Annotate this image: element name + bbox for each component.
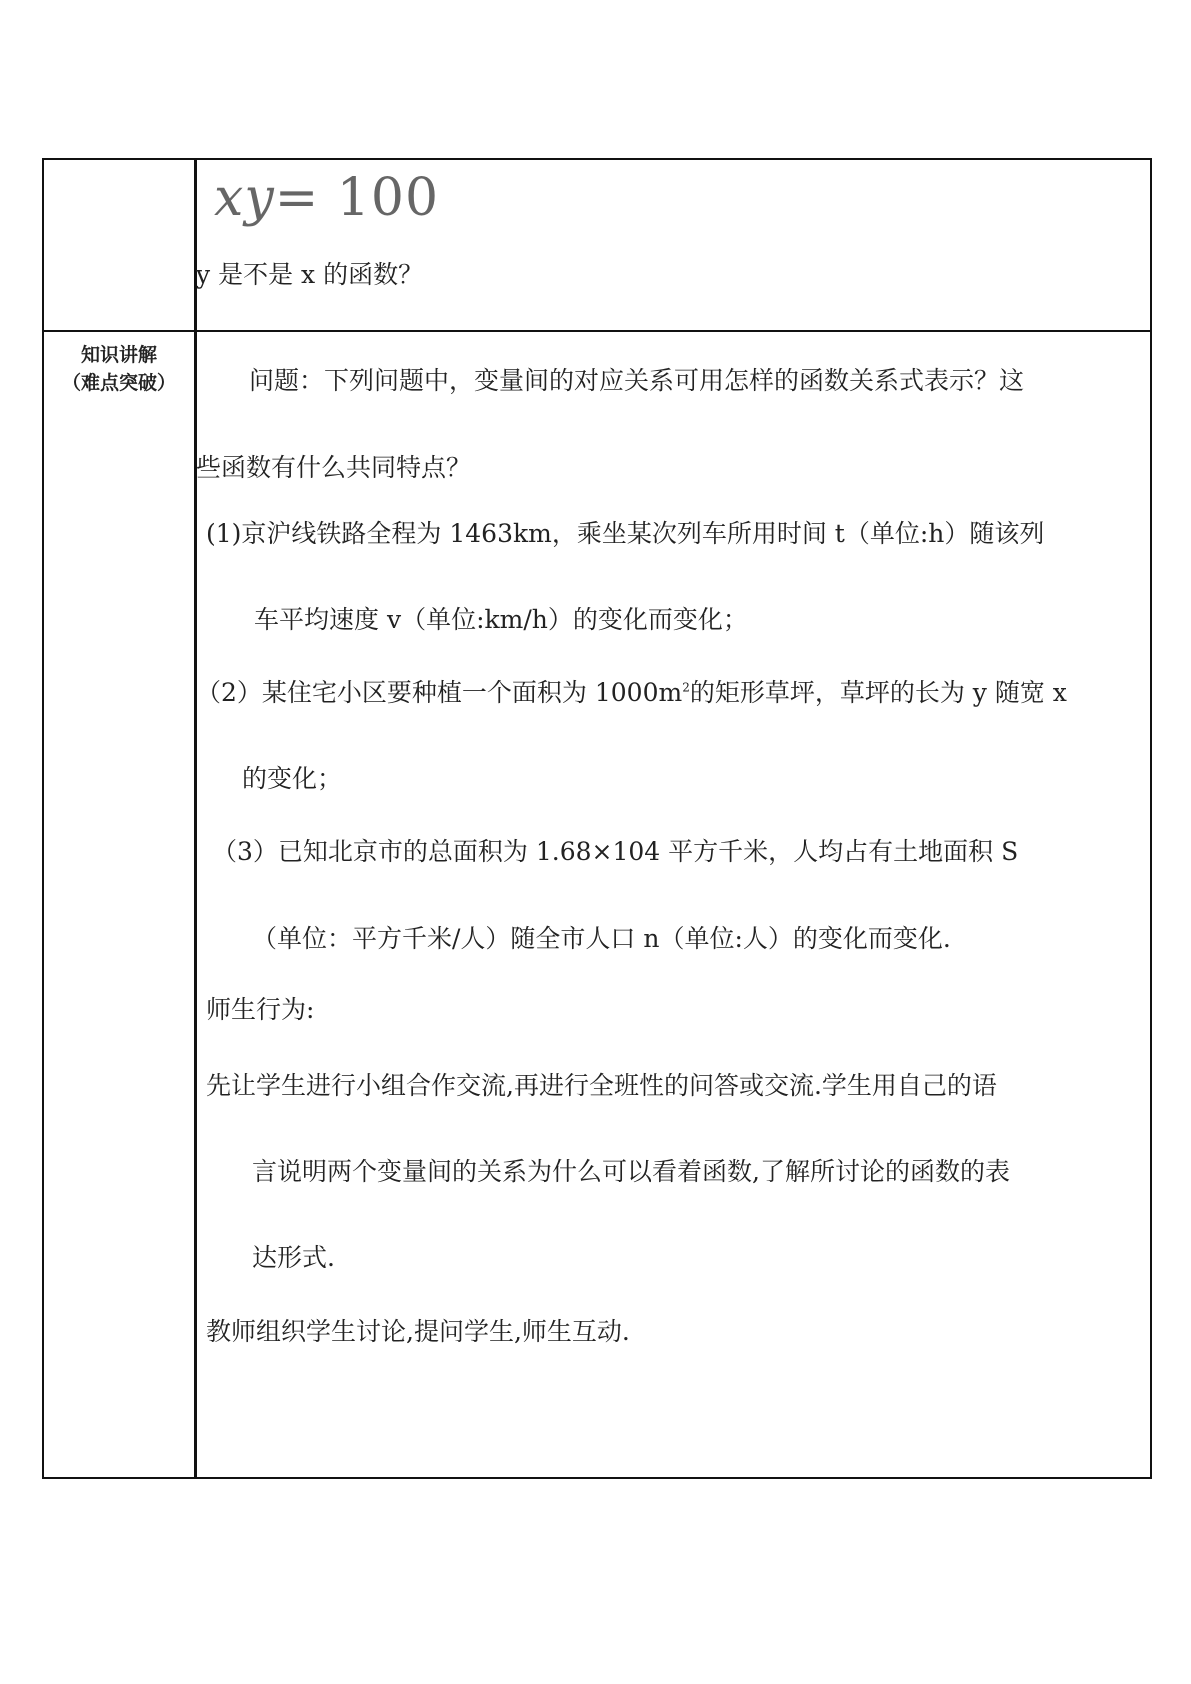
item2-line-1: （2）某住宅小区要种植一个面积为 $1000m^2$的矩形草坪，草坪的长为 y 随宽 x <box>196 678 1067 707</box>
column-divider <box>194 160 197 1477</box>
item1-line-1: (1)京沪线铁路全程为 1463km，乘坐某次列车所用时间 t（单位:h）随该列 <box>206 519 1045 548</box>
intro-line-2: 些函数有什么共同特点？ <box>196 453 472 482</box>
section-label-line1: 知识讲解 <box>80 344 157 366</box>
function-question: y 是不是 x 的函数？ <box>196 260 424 289</box>
superscript-2: 2 <box>682 680 690 695</box>
item2-line-2: 的变化； <box>242 764 343 793</box>
teacher-line: 教师组织学生讨论,提问学生,师生互动. <box>206 1317 630 1346</box>
equation-xy-100: xy= 100 <box>214 168 440 228</box>
row-divider <box>44 330 1150 332</box>
behavior-title: 师生行为: <box>206 995 315 1024</box>
intro-line-1: 问题：下列问题中，变量间的对应关系可用怎样的函数关系式表示？这 <box>249 366 1025 395</box>
lesson-table <box>42 158 1152 1479</box>
section-label-line2: （难点突破） <box>61 372 176 394</box>
item3-line-2: （单位：平方千米/人）随全市人口 n（单位:人）的变化而变化. <box>252 924 951 953</box>
behavior-line-1: 先让学生进行小组合作交流,再进行全班性的问答或交流.学生用自己的语 <box>206 1071 997 1100</box>
behavior-line-3: 达形式. <box>252 1243 335 1272</box>
item3-line-1: （3）已知北京市的总面积为 1.68×104 平方千米，人均占有土地面积 S <box>212 837 1019 866</box>
item1-line-2: 车平均速度 v（单位:km/h）的变化而变化； <box>254 605 748 634</box>
behavior-line-2: 言说明两个变量间的关系为什么可以看着函数,了解所讨论的函数的表 <box>252 1157 1010 1186</box>
